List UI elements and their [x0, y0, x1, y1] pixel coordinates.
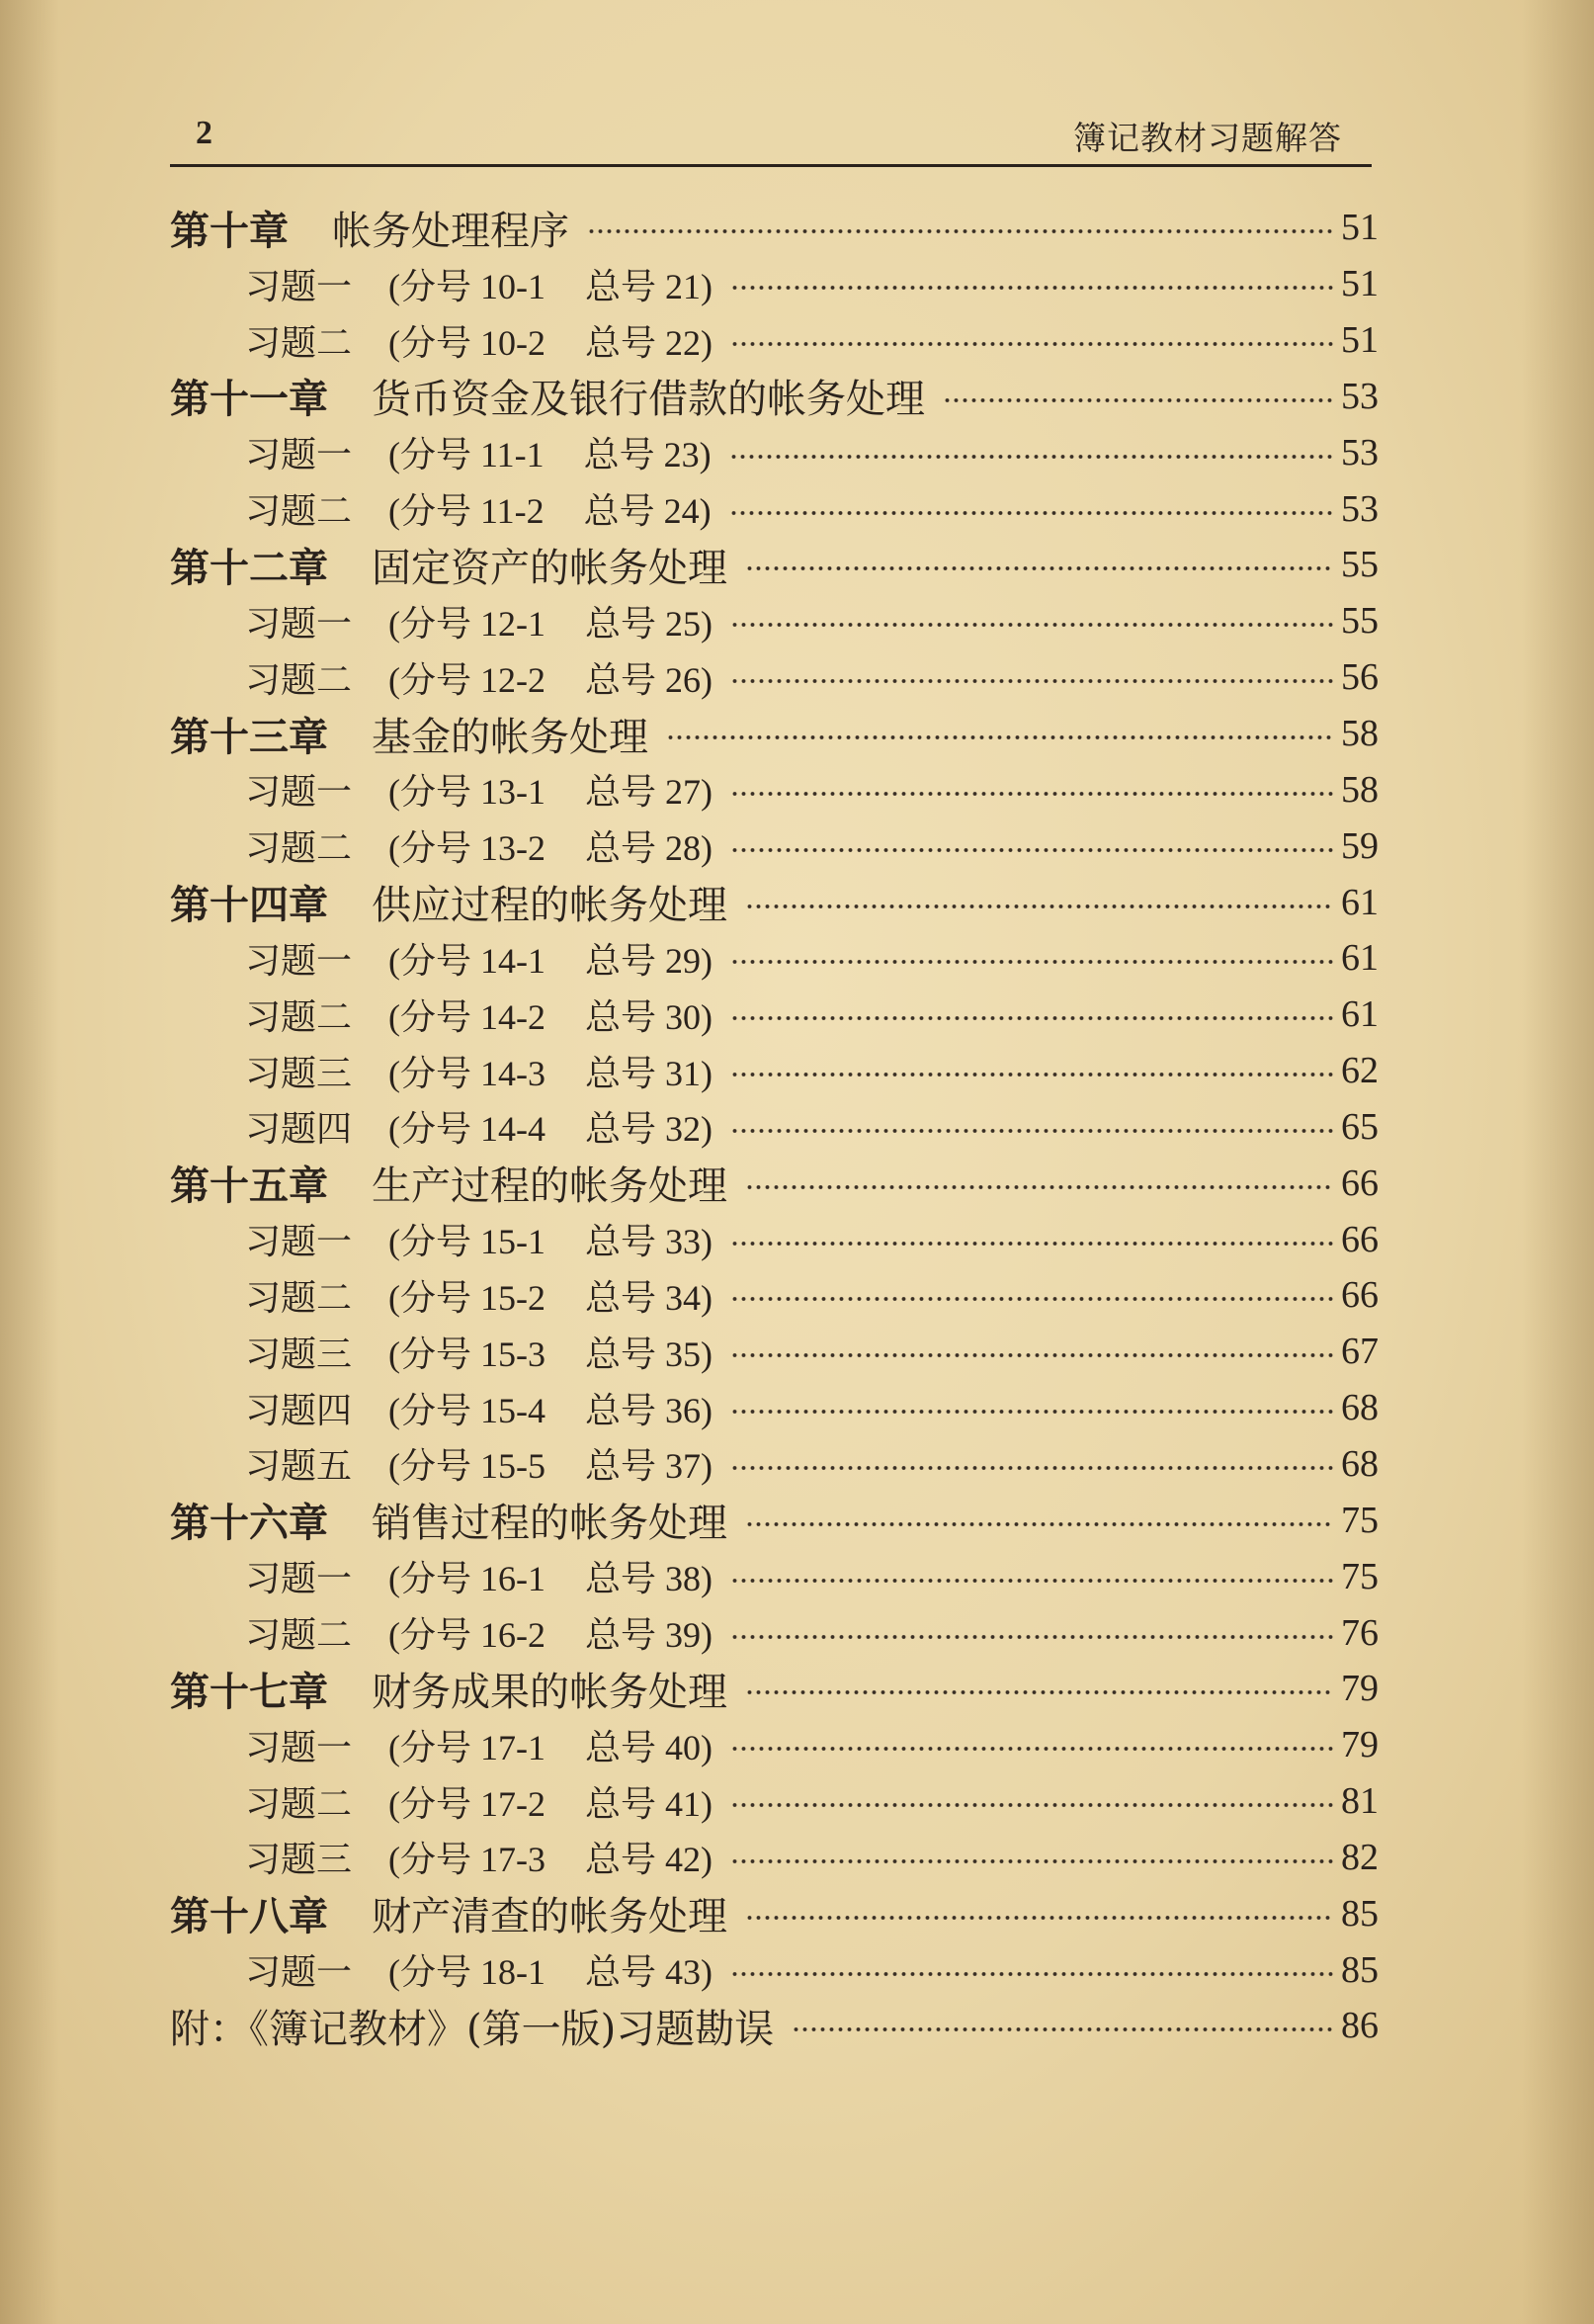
exercise-total-number: 总号 32)	[585, 1109, 713, 1150]
dot-leader	[730, 1745, 1333, 1753]
exercise-sub-number: (分号 17-1	[388, 1727, 545, 1767]
page-reference: 51	[1341, 263, 1379, 305]
exercise-total-number: 总号 28)	[585, 828, 713, 869]
exercise-sub-number: (分号 15-5	[388, 1446, 545, 1487]
chapter-title: 基金的帐务处理	[372, 714, 648, 760]
dot-leader	[943, 396, 1333, 404]
dot-leader	[745, 1914, 1333, 1922]
dot-leader	[730, 1857, 1333, 1865]
dot-leader	[792, 2025, 1333, 2033]
exercise-total-number: 总号 39)	[585, 1615, 713, 1656]
page-reference: 81	[1341, 1780, 1379, 1823]
exercise-label: 习题二	[245, 1615, 353, 1657]
page-reference: 79	[1341, 1668, 1379, 1710]
page-reference: 68	[1341, 1387, 1379, 1429]
dot-leader	[730, 1351, 1333, 1359]
chapter-number: 第十四章	[170, 882, 328, 929]
dot-leader	[587, 227, 1333, 235]
exercise-total-number: 总号 41)	[585, 1783, 713, 1824]
page-reference: 75	[1341, 1555, 1379, 1597]
page-reference: 55	[1341, 544, 1379, 586]
dot-leader	[745, 903, 1333, 910]
dot-leader	[729, 453, 1333, 461]
page-reference: 82	[1341, 1836, 1379, 1878]
dot-leader	[745, 564, 1333, 572]
page-reference: 85	[1341, 1948, 1379, 1991]
toc-chapter-entry	[170, 1155, 1379, 1211]
toc-exercise-entry	[170, 1324, 1379, 1380]
chapter-title: 固定资产的帐务处理	[372, 545, 727, 591]
exercise-label: 习题二	[245, 659, 353, 701]
exercise-label: 习题四	[245, 1390, 353, 1431]
exercise-label: 习题三	[245, 1053, 353, 1094]
chapter-number: 第十七章	[170, 1668, 328, 1715]
chapter-title: 财产清查的帐务处理	[372, 1894, 727, 1940]
toc-exercise-entry	[170, 930, 1379, 987]
toc-exercise-entry	[170, 1099, 1379, 1156]
chapter-number: 第十六章	[170, 1500, 328, 1547]
page-reference: 65	[1341, 1105, 1379, 1148]
dot-leader	[730, 1127, 1333, 1135]
dot-leader	[745, 1688, 1333, 1696]
toc-exercise-entry	[170, 1548, 1379, 1604]
toc-exercise-entry	[170, 1773, 1379, 1830]
exercise-total-number: 总号 22)	[585, 322, 713, 363]
exercise-total-number: 总号 26)	[585, 659, 713, 700]
exercise-label: 习题一	[245, 1952, 353, 1994]
dot-leader	[745, 1520, 1333, 1528]
toc-chapter-entry	[170, 1885, 1379, 1941]
toc-exercise-entry	[170, 1211, 1379, 1267]
toc-exercise-entry	[170, 987, 1379, 1043]
chapter-title: 销售过程的帐务处理	[372, 1501, 727, 1547]
exercise-sub-number: (分号 16-1	[388, 1559, 545, 1599]
dot-leader	[730, 1071, 1333, 1078]
page-reference: 51	[1341, 319, 1379, 362]
exercise-total-number: 总号 31)	[585, 1053, 713, 1093]
table-of-contents	[170, 200, 1379, 2054]
exercise-label: 习题一	[245, 266, 353, 307]
exercise-sub-number: (分号 15-3	[388, 1334, 545, 1374]
exercise-sub-number: (分号 10-2	[388, 322, 545, 363]
exercise-total-number: 总号 34)	[585, 1277, 713, 1318]
toc-exercise-entry	[170, 1436, 1379, 1493]
dot-leader	[730, 1970, 1333, 1978]
exercise-label: 习题一	[245, 1727, 353, 1768]
exercise-sub-number: (分号 13-1	[388, 772, 545, 813]
dot-leader	[666, 733, 1333, 741]
exercise-total-number: 总号 23)	[583, 435, 712, 475]
exercise-total-number: 总号 43)	[585, 1952, 713, 1993]
toc-chapter-entry	[170, 1492, 1379, 1548]
toc-exercise-entry	[170, 312, 1379, 369]
toc-chapter-entry	[170, 706, 1379, 762]
appendix-title: 附：《簿记教材》(第一版)习题勘误	[170, 2006, 775, 2052]
header-rule	[170, 164, 1372, 167]
exercise-sub-number: (分号 14-3	[388, 1053, 545, 1093]
chapter-title: 帐务处理程序	[332, 208, 569, 254]
exercise-sub-number: (分号 18-1	[388, 1952, 545, 1993]
page-reference: 53	[1341, 375, 1379, 417]
exercise-label: 习题五	[245, 1446, 353, 1488]
toc-exercise-entry	[170, 818, 1379, 874]
page-reference: 85	[1341, 1892, 1379, 1935]
page-reference: 76	[1341, 1611, 1379, 1654]
toc-exercise-entry	[170, 593, 1379, 649]
toc-exercise-entry	[170, 1717, 1379, 1773]
exercise-label: 习题一	[245, 435, 353, 476]
toc-exercise-entry	[170, 1267, 1379, 1324]
page-reference: 51	[1341, 207, 1379, 249]
exercise-label: 习题二	[245, 491, 353, 533]
dot-leader	[730, 340, 1333, 348]
exercise-total-number: 总号 35)	[585, 1334, 713, 1374]
dot-leader	[730, 1633, 1333, 1641]
exercise-label: 习题一	[245, 940, 353, 982]
chapter-title: 货币资金及银行借款的帐务处理	[372, 377, 925, 423]
toc-chapter-entry	[170, 1661, 1379, 1717]
dot-leader	[730, 1295, 1333, 1303]
toc-exercise-entry	[170, 1043, 1379, 1099]
exercise-sub-number: (分号 17-2	[388, 1783, 545, 1824]
dot-leader	[729, 509, 1333, 517]
toc-appendix-entry	[170, 1998, 1379, 2054]
chapter-title: 财务成果的帐务处理	[372, 1669, 727, 1715]
chapter-number: 第十一章	[170, 376, 328, 423]
toc-exercise-entry	[170, 480, 1379, 537]
toc-chapter-entry	[170, 369, 1379, 425]
exercise-label: 习题一	[245, 772, 353, 814]
exercise-sub-number: (分号 14-4	[388, 1109, 545, 1150]
chapter-number: 第十章	[170, 207, 289, 254]
exercise-sub-number: (分号 15-2	[388, 1277, 545, 1318]
exercise-total-number: 总号 25)	[585, 603, 713, 644]
exercise-total-number: 总号 33)	[585, 1222, 713, 1262]
toc-exercise-entry	[170, 761, 1379, 818]
page-reference: 66	[1341, 1218, 1379, 1260]
exercise-label: 习题一	[245, 1559, 353, 1600]
exercise-label: 习题三	[245, 1334, 353, 1375]
exercise-total-number: 总号 27)	[585, 772, 713, 813]
page-reference: 61	[1341, 937, 1379, 980]
chapter-number: 第十二章	[170, 544, 328, 591]
page-reference: 68	[1341, 1442, 1379, 1485]
exercise-sub-number: (分号 15-1	[388, 1222, 545, 1262]
page-reference: 61	[1341, 881, 1379, 923]
exercise-total-number: 总号 40)	[585, 1727, 713, 1767]
chapter-number: 第十三章	[170, 713, 328, 760]
page-reference: 86	[1341, 2005, 1379, 2047]
exercise-label: 习题三	[245, 1840, 353, 1881]
page-reference: 55	[1341, 600, 1379, 643]
toc-chapter-entry	[170, 874, 1379, 930]
toc-exercise-entry	[170, 1941, 1379, 1998]
dot-leader	[730, 958, 1333, 966]
exercise-total-number: 总号 30)	[585, 996, 713, 1037]
dot-leader	[745, 1183, 1333, 1191]
chapter-number: 第十五章	[170, 1162, 328, 1210]
page-reference: 66	[1341, 1274, 1379, 1317]
exercise-total-number: 总号 42)	[585, 1840, 713, 1880]
exercise-label: 习题四	[245, 1109, 353, 1151]
exercise-sub-number: (分号 14-1	[388, 940, 545, 981]
dot-leader	[730, 1464, 1333, 1472]
exercise-sub-number: (分号 15-4	[388, 1390, 545, 1430]
page-reference: 58	[1341, 713, 1379, 755]
exercise-sub-number: (分号 11-2	[388, 491, 545, 532]
page-reference: 61	[1341, 993, 1379, 1036]
exercise-total-number: 总号 21)	[585, 266, 713, 306]
dot-leader	[730, 1577, 1333, 1585]
exercise-label: 习题二	[245, 996, 353, 1038]
dot-leader	[730, 1408, 1333, 1416]
chapter-title: 生产过程的帐务处理	[372, 1163, 727, 1210]
page-reference: 75	[1341, 1499, 1379, 1541]
page-reference: 62	[1341, 1050, 1379, 1092]
toc-exercise-entry	[170, 1829, 1379, 1885]
dot-leader	[730, 1801, 1333, 1809]
toc-chapter-entry	[170, 537, 1379, 593]
dot-leader	[730, 1240, 1333, 1248]
page-number: 2	[196, 115, 212, 151]
exercise-label: 习题二	[245, 1277, 353, 1319]
dot-leader	[730, 1014, 1333, 1022]
exercise-label: 习题一	[245, 1222, 353, 1263]
page-reference: 56	[1341, 656, 1379, 699]
exercise-label: 习题一	[245, 603, 353, 645]
page-reference: 59	[1341, 824, 1379, 867]
page-reference: 66	[1341, 1162, 1379, 1204]
exercise-sub-number: (分号 13-2	[388, 828, 545, 869]
page-reference: 79	[1341, 1724, 1379, 1766]
exercise-sub-number: (分号 16-2	[388, 1615, 545, 1656]
dot-leader	[730, 621, 1333, 629]
dot-leader	[730, 846, 1333, 854]
dot-leader	[730, 790, 1333, 798]
running-title: 簿记教材习题解答	[1073, 119, 1342, 157]
toc-exercise-entry	[170, 1604, 1379, 1661]
exercise-sub-number: (分号 12-1	[388, 603, 545, 644]
exercise-sub-number: (分号 17-3	[388, 1840, 545, 1880]
exercise-sub-number: (分号 10-1	[388, 266, 545, 306]
page-reference: 53	[1341, 487, 1379, 530]
chapter-title: 供应过程的帐务处理	[372, 883, 727, 929]
exercise-total-number: 总号 29)	[585, 940, 713, 981]
exercise-sub-number: (分号 11-1	[388, 435, 545, 475]
toc-exercise-entry	[170, 649, 1379, 706]
exercise-total-number: 总号 37)	[585, 1446, 713, 1487]
exercise-sub-number: (分号 12-2	[388, 659, 545, 700]
exercise-total-number: 总号 38)	[585, 1559, 713, 1599]
exercise-sub-number: (分号 14-2	[388, 996, 545, 1037]
exercise-label: 习题二	[245, 1783, 353, 1825]
toc-exercise-entry	[170, 424, 1379, 480]
exercise-total-number: 总号 24)	[583, 491, 712, 532]
chapter-number: 第十八章	[170, 1893, 328, 1940]
toc-chapter-entry	[170, 200, 1379, 256]
toc-exercise-entry	[170, 256, 1379, 312]
page-reference: 58	[1341, 768, 1379, 811]
page-reference: 67	[1341, 1331, 1379, 1373]
exercise-label: 习题二	[245, 322, 353, 364]
exercise-total-number: 总号 36)	[585, 1390, 713, 1430]
exercise-label: 习题二	[245, 828, 353, 870]
dot-leader	[730, 677, 1333, 685]
dot-leader	[730, 284, 1333, 292]
page-reference: 53	[1341, 431, 1379, 473]
toc-exercise-entry	[170, 1380, 1379, 1436]
